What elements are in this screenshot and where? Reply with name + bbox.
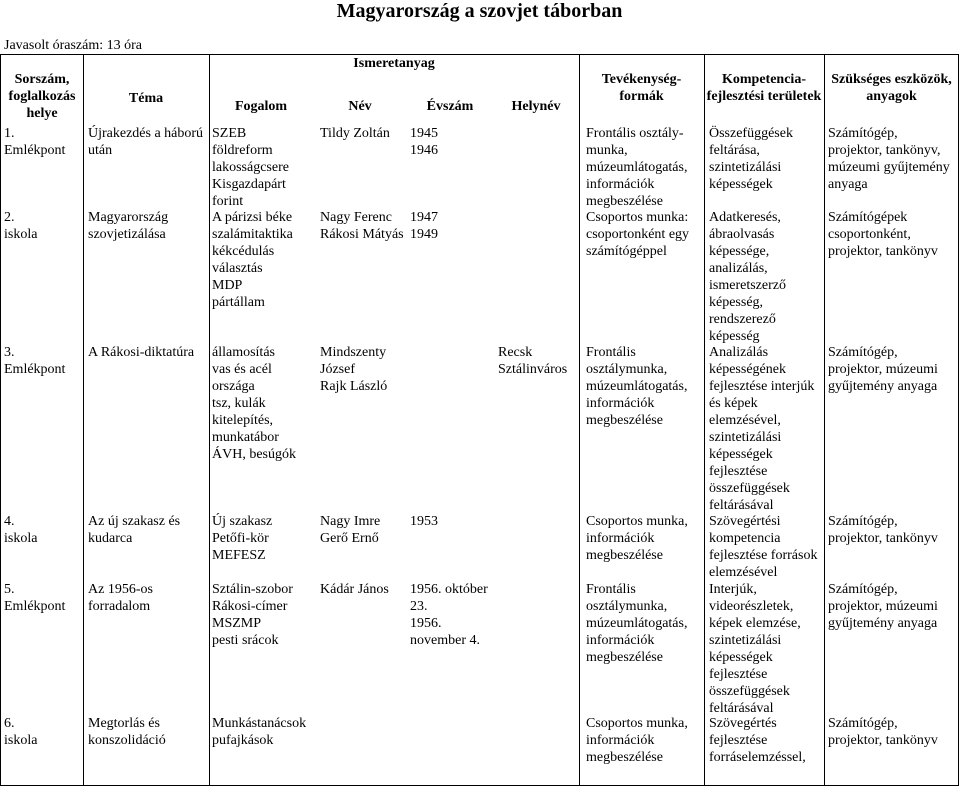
row2-tevekenyseg: Csoportos munka: csoportonként egy számítógéppel (586, 210, 690, 259)
column-divider (83, 54, 84, 786)
column-divider (824, 54, 825, 786)
column-divider (579, 54, 580, 786)
row1-eszkozok: Számítógép, projektor, tankönyv, múzeumi gyűjtemény anyaga (828, 126, 950, 192)
row2-nev: Nagy Ferenc Rákosi Mátyás (320, 210, 404, 242)
row1-nev: Tildy Zoltán (320, 126, 390, 141)
row4-eszkozok: Számítógép, projektor, tankönyv (828, 514, 938, 546)
row3-fogalom: államosítás vas és acél országa tsz, kulák kitelepítés, munkatábor ÁVH, besúgók (212, 345, 296, 462)
row3-tema: A Rákosi-diktatúra (88, 345, 195, 360)
row1-kompetencia: Összefüggések feltárása, szintetizálási képességek (709, 126, 793, 192)
row1-fogalom: SZEB földreform lakosságcsere Kisgazdapárt forint (212, 126, 289, 209)
header-tevekenyseg: Tevékenység- formák (601, 72, 682, 104)
row2-evszam: 1947 1949 (410, 210, 438, 242)
row5-evszam: 1956. október 23. 1956. november 4. (410, 582, 488, 648)
row1-tema: Újrakezdés a háború után (88, 126, 204, 158)
row3-nev: Mindszenty József Rajk László (320, 345, 388, 394)
header-eszkozok: Szükséges eszközök, anyagok (831, 72, 952, 104)
row4-kompetencia: Szövegértési kompetencia fejlesztése források elemzésével (709, 514, 818, 580)
row6-kompetencia: Szövegértés fejlesztése forráselemzéssel, (709, 716, 806, 765)
row2-kompetencia: Adatkeresés, ábraolvasás képessége, analizálás, ismeretszerző képesség, rendszerező képesség (709, 210, 786, 344)
row5-kompetencia: Interjúk, videorészletek, képek elemzése, szintetizálási képességek fejlesztése összefüggések feltárásával (709, 582, 801, 716)
row6-tema: Megtorlás és konszolidáció (88, 716, 166, 748)
table-border-left (0, 54, 1, 786)
recommended-hours: Javasolt óraszám: 13 óra (4, 38, 143, 53)
row5-tema: Az 1956-os forradalom (88, 582, 153, 614)
header-evszam: Évszám (426, 99, 474, 114)
curriculum-table (0, 54, 959, 786)
row1-evszam: 1945 1946 (410, 126, 438, 158)
row4-evszam: 1953 (410, 514, 438, 529)
row2-tema: Magyarország szovjetizálása (88, 210, 169, 242)
row5-sorszam: 5. Emlékpont (4, 582, 66, 614)
page-title: Magyarország a szovjet táborban (336, 0, 623, 22)
row6-fogalom: Munkástanácsok pufajkások (212, 716, 307, 748)
header-ismeretanyag: Ismeretanyag (353, 56, 435, 71)
row4-fogalom: Új szakasz Petőfi-kör MEFESZ (212, 514, 273, 563)
row2-fogalom: A párizsi béke szalámitaktika kékcédulás választás MDP pártállam (212, 210, 293, 310)
header-nev: Név (348, 99, 372, 114)
row4-tema: Az új szakasz és kudarca (88, 514, 181, 546)
row2-sorszam: 2. iskola (4, 210, 38, 242)
row3-sorszam: 3. Emlékpont (4, 345, 66, 377)
row6-eszkozok: Számítógép, projektor, tankönyv (828, 716, 938, 748)
row5-eszkozok: Számítógép, projektor, múzeumi gyűjtemény anyaga (828, 582, 938, 631)
row1-sorszam: 1. Emlékpont (4, 126, 66, 158)
row3-kompetencia: Analizálás képességének fejlesztése interjúk és képek elemzésével, szintetizálási képességek fejlesztése összefüggések feltárásával (709, 345, 815, 513)
row3-eszkozok: Számítógép, projektor, múzeumi gyűjtemény anyaga (828, 345, 938, 394)
row2-eszkozok: Számítógépek csoportonként, projektor, tankönyv (828, 210, 938, 259)
row3-tevekenyseg: Frontális osztálymunka, múzeumlátogatás, információk megbeszélése (586, 345, 688, 428)
column-divider (704, 54, 705, 786)
row4-sorszam: 4. iskola (4, 514, 38, 546)
header-tema: Téma (128, 91, 164, 106)
row4-tevekenyseg: Csoportos munka, információk megbeszélése (586, 514, 688, 563)
row6-sorszam: 6. iskola (4, 716, 38, 748)
row6-tevekenyseg: Csoportos munka, információk megbeszélése (586, 716, 688, 765)
row5-fogalom: Sztálin-szobor Rákosi-címer MSZMP pesti srácok (212, 582, 293, 648)
row4-nev: Nagy Imre Gerő Ernő (320, 514, 381, 546)
row1-tevekenyseg: Frontális osztály- munka, múzeumlátogatás, információk megbeszélése (586, 126, 688, 209)
header-helynev: Helynév (511, 99, 561, 114)
header-sorszam: Sorszám, foglalkozás helye (8, 72, 76, 121)
row5-nev: Kádár János (320, 582, 389, 597)
row5-tevekenyseg: Frontális osztálymunka, múzeumlátogatás, információk megbeszélése (586, 582, 688, 665)
header-fogalom: Fogalom (234, 99, 288, 114)
header-kompetencia: Kompetencia- fejlesztési területek (706, 72, 822, 104)
column-divider (209, 54, 210, 786)
row3-helynev: Recsk Sztálinváros (498, 345, 568, 377)
